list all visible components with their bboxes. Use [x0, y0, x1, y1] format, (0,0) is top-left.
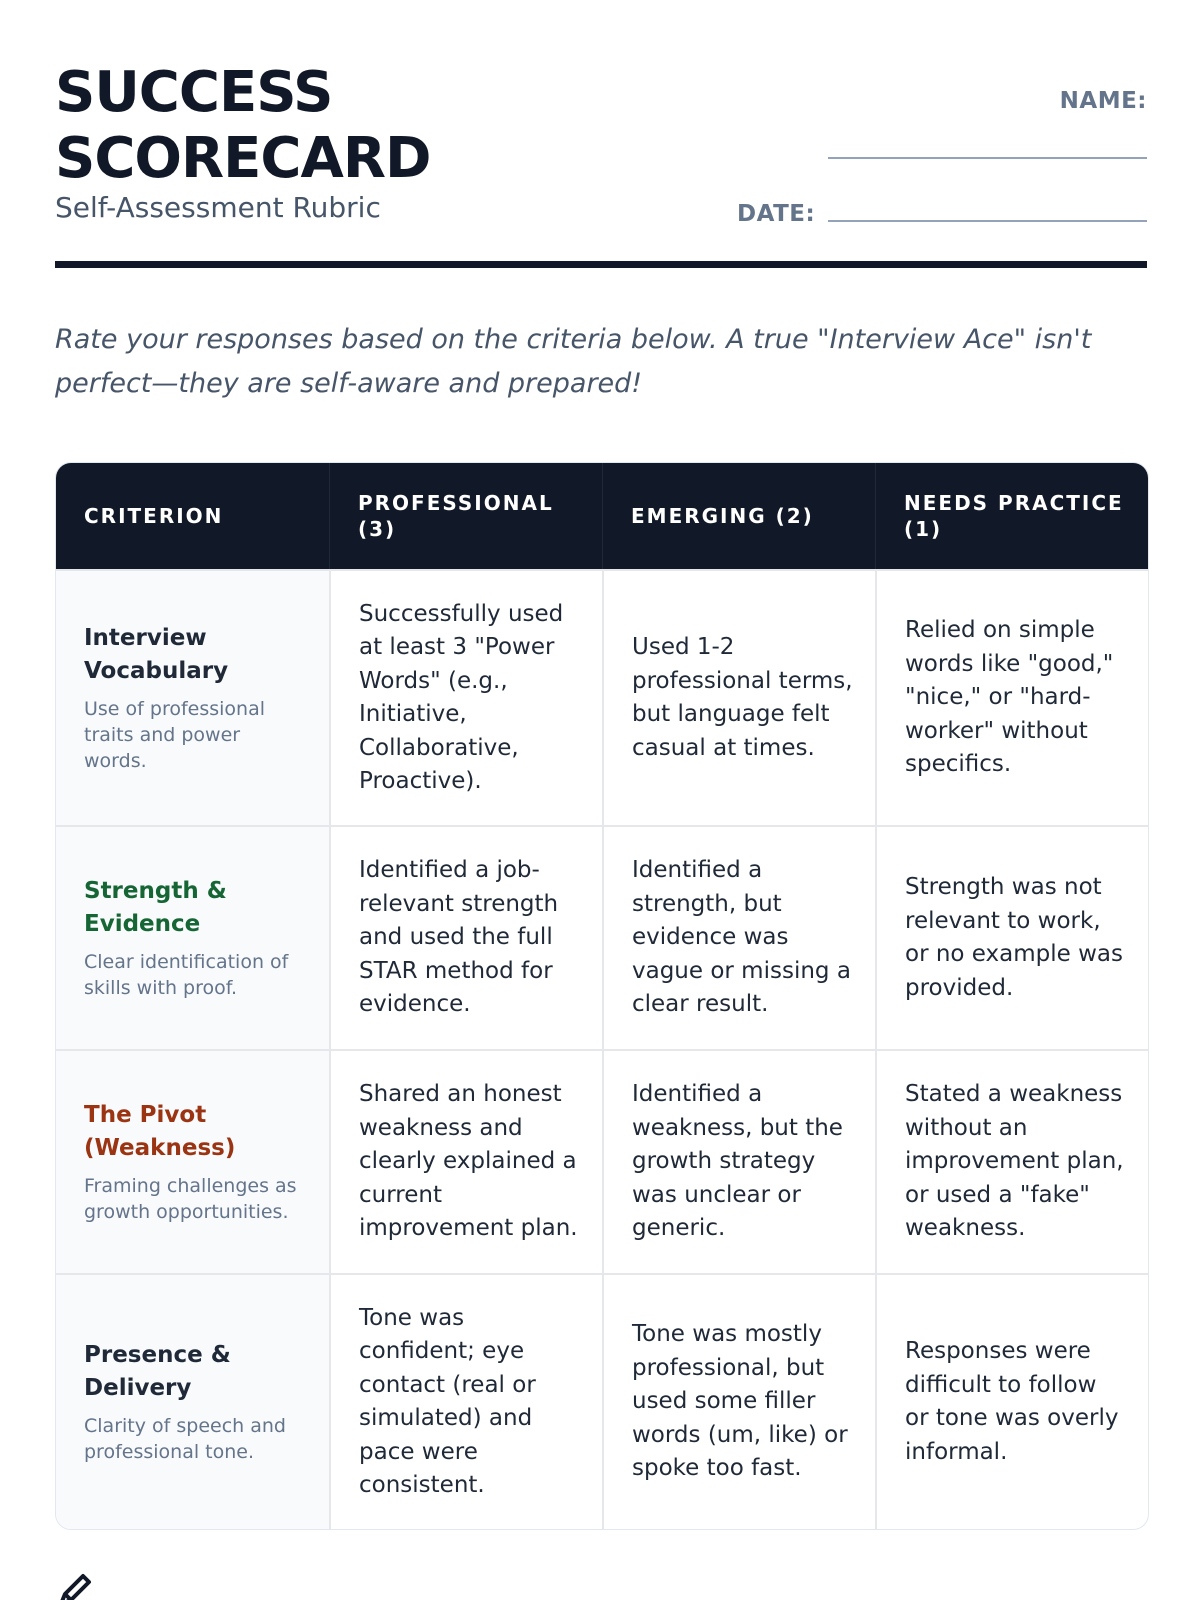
needs-practice-cell [875, 571, 1148, 825]
title-line-2: SCORECARD [55, 126, 431, 191]
name-write-line[interactable] [828, 157, 1147, 159]
rubric-row [56, 1049, 1148, 1273]
pencil-icon [55, 1570, 95, 1600]
criterion-description: Clarity of speech and professional tone. [84, 1415, 286, 1463]
professional-cell [329, 571, 602, 825]
needs-practice-text: Stated a weakness without an improvement plan, or used a "fake" weakness. [905, 1081, 1124, 1242]
header-emerging: EMERGING (2) [602, 463, 875, 569]
professional-text: Tone was confident; eye contact (real or simulated) and pace were consistent. [359, 1304, 536, 1498]
criterion-name: Interview Vocabulary [84, 625, 229, 684]
rubric-header-row [56, 463, 1148, 569]
emerging-text: Tone was mostly professional, but used some filler words (um, like) or spoke too fast. [632, 1321, 848, 1482]
page-title [55, 60, 575, 192]
needs-practice-cell [875, 827, 1148, 1049]
criterion-description: Framing challenges as growth opportunities. [84, 1175, 297, 1223]
professional-text: Shared an honest weakness and clearly explained a current improvement plan. [359, 1081, 578, 1242]
criterion-name: Strength & Evidence [84, 878, 227, 937]
footer-heading [55, 1570, 107, 1600]
title-line-1: SUCCESS [55, 60, 333, 125]
header-divider [55, 261, 1147, 268]
professional-cell [329, 1051, 602, 1273]
header-criterion: CRITERION [84, 504, 224, 528]
header-professional: PROFESSIONAL (3) [329, 463, 602, 569]
name-label: NAME: [1059, 88, 1147, 114]
page-subtitle: Self-Assessment Rubric [55, 191, 381, 224]
professional-text: Identified a job-relevant strength and used the full STAR method for evidence. [359, 857, 559, 1018]
professional-cell [329, 1275, 602, 1529]
header [55, 50, 1147, 268]
needs-practice-cell [875, 1051, 1148, 1273]
criterion-description: Use of professional traits and power words. [84, 698, 266, 772]
professional-cell [329, 827, 602, 1049]
scorecard-page [55, 0, 1147, 1600]
rubric-row [56, 569, 1148, 825]
header-needs-practice: NEEDS PRACTICE (1) [875, 463, 1148, 569]
intro-text: Rate your responses based on the criteria below. A true "Interview Ace" isn't perfect—they are self-aware and prepared! [55, 324, 1092, 399]
needs-practice-text: Relied on simple words like "good," "nice," or "hard-worker" without specifics. [905, 617, 1114, 778]
emerging-cell [602, 571, 875, 825]
emerging-text: Identified a weakness, but the growth strategy was unclear or generic. [632, 1081, 843, 1242]
emerging-cell [602, 1275, 875, 1529]
criterion-description: Clear identification of skills with proof. [84, 951, 289, 999]
rubric-row [56, 825, 1148, 1049]
emerging-text: Identified a strength, but evidence was vague or missing a clear result. [632, 857, 851, 1018]
needs-practice-text: Responses were difficult to follow or tone was overly informal. [905, 1338, 1119, 1465]
criterion-cell [56, 1051, 329, 1273]
date-label: DATE: [737, 201, 816, 227]
criterion-name: Presence & Delivery [84, 1342, 231, 1401]
emerging-text: Used 1-2 professional terms, but language felt casual at times. [632, 634, 853, 761]
criterion-cell [56, 571, 329, 825]
emerging-cell [602, 827, 875, 1049]
criterion-cell [56, 827, 329, 1049]
rubric-row [56, 1273, 1148, 1529]
criterion-cell [56, 1275, 329, 1529]
emerging-cell [602, 1051, 875, 1273]
rubric-table [55, 462, 1149, 1530]
criterion-name: The Pivot (Weakness) [84, 1102, 236, 1161]
professional-text: Successfully used at least 3 "Power Words" (e.g., Initiative, Collaborative, Proactive). [359, 600, 564, 794]
date-write-line[interactable] [828, 220, 1147, 222]
needs-practice-cell [875, 1275, 1148, 1529]
needs-practice-text: Strength was not relevant to work, or no example was provided. [905, 874, 1123, 1001]
